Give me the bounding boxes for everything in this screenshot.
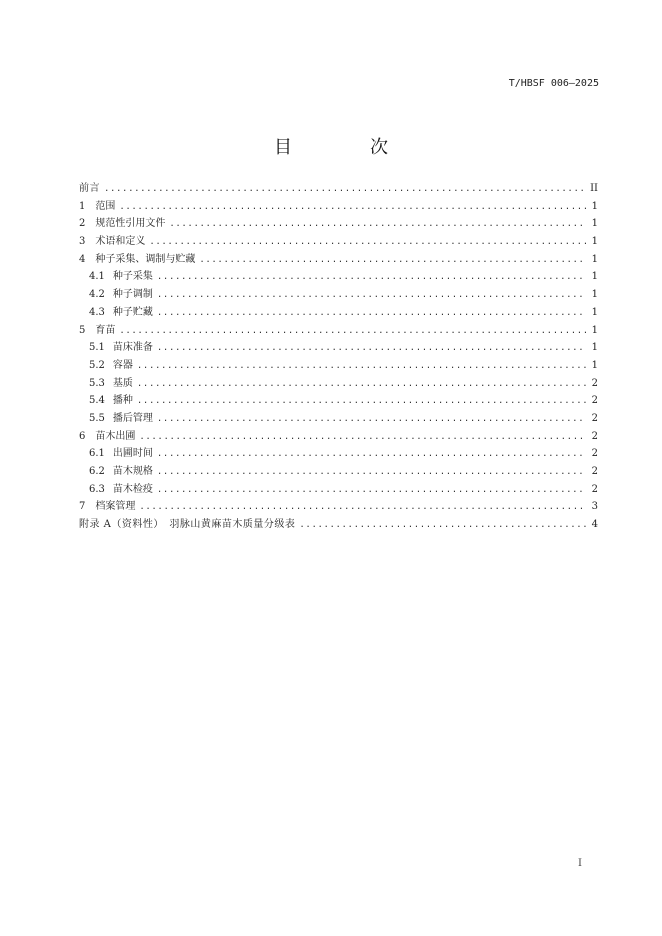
standard-code: T/HBSF 006—2025 bbox=[508, 78, 599, 89]
dot-leader bbox=[119, 323, 586, 340]
toc-entry-label: 种子调制 bbox=[112, 289, 153, 301]
dot-leader bbox=[119, 199, 586, 216]
toc-entry-page: 1 bbox=[591, 324, 598, 336]
toc-entry-number: 5.3 bbox=[89, 377, 105, 389]
toc-entry[interactable] bbox=[79, 481, 598, 499]
toc-entry-label: 苗木检疫 bbox=[112, 483, 153, 495]
toc-entry[interactable] bbox=[79, 410, 598, 428]
dot-leader bbox=[157, 340, 586, 357]
toc-entry-page: 2 bbox=[591, 395, 598, 407]
dot-leader bbox=[104, 181, 586, 198]
toc-entry-page: 1 bbox=[591, 342, 598, 354]
toc-entry-label: 附录 A（资料性） 羽脉山黄麻苗木质量分级表 bbox=[79, 519, 296, 531]
toc-entry-page: 1 bbox=[591, 289, 598, 301]
toc-entry-page: 2 bbox=[591, 448, 598, 460]
toc-entry-page: 2 bbox=[591, 466, 598, 477]
dot-leader bbox=[137, 358, 586, 375]
toc-entry-number: 6.1 bbox=[89, 448, 105, 460]
toc-entry-label: 种子采集 bbox=[112, 271, 153, 283]
dot-leader bbox=[169, 216, 586, 233]
dot-leader bbox=[157, 464, 586, 481]
toc-entry-label: 苗木出圃 bbox=[95, 430, 136, 442]
toc-entry[interactable] bbox=[79, 428, 598, 446]
toc-entry[interactable] bbox=[79, 233, 598, 251]
toc-entry-number: 6.2 bbox=[89, 466, 105, 477]
toc-entry-number: 6 bbox=[79, 430, 86, 442]
toc-entry-page: 1 bbox=[591, 200, 598, 212]
toc-entry[interactable] bbox=[79, 339, 598, 357]
toc-entry-label: 规范性引用文件 bbox=[95, 218, 166, 230]
toc-entry[interactable] bbox=[79, 375, 598, 393]
toc-entry-label: 档案管理 bbox=[95, 501, 136, 513]
toc-entry-label: 基质 bbox=[112, 377, 133, 389]
toc-entry-page: 1 bbox=[591, 306, 598, 318]
toc-entry[interactable] bbox=[79, 286, 598, 304]
toc-entry-page: 1 bbox=[591, 236, 598, 248]
toc-entry-page: 1 bbox=[591, 271, 598, 283]
toc-entry-number: 4.3 bbox=[89, 306, 105, 318]
toc-entry-number: 4.1 bbox=[89, 271, 105, 283]
toc-entry-page: 1 bbox=[591, 359, 598, 371]
toc-entry-page: 3 bbox=[591, 501, 598, 513]
toc-entry-number: 4 bbox=[79, 253, 86, 265]
toc-entry[interactable] bbox=[79, 215, 598, 233]
toc-entry[interactable] bbox=[79, 357, 598, 375]
dot-leader bbox=[139, 429, 586, 446]
dot-leader bbox=[137, 393, 586, 410]
dot-leader bbox=[149, 234, 586, 251]
toc-entry[interactable] bbox=[79, 498, 598, 516]
toc-entry-page: 2 bbox=[591, 430, 598, 442]
page-number: I bbox=[578, 858, 582, 869]
toc-entry-number: 4.2 bbox=[89, 289, 105, 301]
toc-entry-label: 种子采集、调制与贮藏 bbox=[95, 253, 196, 265]
toc-entry-label: 播种 bbox=[112, 395, 133, 407]
dot-leader bbox=[157, 305, 586, 322]
toc-entry-label: 出圃时间 bbox=[112, 448, 153, 460]
toc-entry-label: 前言 bbox=[79, 183, 100, 194]
toc-entry-page: 1 bbox=[591, 253, 598, 265]
toc-entry[interactable] bbox=[79, 445, 598, 463]
toc-entry-label: 容器 bbox=[112, 359, 133, 371]
toc-entry[interactable] bbox=[79, 322, 598, 340]
toc-entry[interactable] bbox=[79, 392, 598, 410]
toc-entry-number: 2 bbox=[79, 218, 86, 230]
dot-leader bbox=[157, 482, 586, 499]
toc-entry-number: 5.2 bbox=[89, 359, 105, 371]
toc-entry-label: 苗床准备 bbox=[112, 342, 153, 354]
table-of-contents bbox=[79, 180, 598, 534]
toc-entry-label: 播后管理 bbox=[112, 412, 153, 424]
toc-entry[interactable] bbox=[79, 516, 598, 534]
toc-entry-label: 苗木规格 bbox=[112, 466, 153, 477]
page-title: 目 次 bbox=[274, 137, 418, 158]
toc-entry-number: 5.1 bbox=[89, 342, 105, 354]
toc-entry-page: 1 bbox=[591, 218, 598, 230]
dot-leader bbox=[139, 499, 586, 516]
dot-leader bbox=[157, 411, 586, 428]
toc-entry-number: 1 bbox=[79, 200, 86, 212]
toc-entry-label: 术语和定义 bbox=[95, 236, 146, 248]
toc-entry-number: 6.3 bbox=[89, 483, 105, 495]
dot-leader bbox=[157, 446, 586, 463]
toc-entry[interactable] bbox=[79, 304, 598, 322]
toc-entry-page: 2 bbox=[591, 377, 598, 389]
toc-entry[interactable] bbox=[79, 180, 598, 198]
dot-leader bbox=[157, 269, 586, 286]
dot-leader bbox=[157, 287, 586, 304]
dot-leader bbox=[199, 252, 586, 269]
dot-leader bbox=[299, 517, 586, 534]
toc-entry[interactable] bbox=[79, 268, 598, 286]
toc-entry-number: 5 bbox=[79, 324, 86, 336]
dot-leader bbox=[137, 376, 586, 393]
toc-entry-page: 4 bbox=[591, 519, 598, 531]
toc-entry-page: II bbox=[590, 183, 598, 194]
toc-entry-page: 2 bbox=[591, 412, 598, 424]
toc-entry-label: 育苗 bbox=[95, 324, 116, 336]
toc-entry-number: 5.5 bbox=[89, 412, 105, 424]
toc-entry-number: 3 bbox=[79, 236, 86, 248]
toc-entry-label: 种子贮藏 bbox=[112, 306, 153, 318]
toc-entry[interactable] bbox=[79, 198, 598, 216]
toc-entry[interactable] bbox=[79, 463, 598, 481]
toc-entry-page: 2 bbox=[591, 483, 598, 495]
toc-entry-number: 7 bbox=[79, 501, 86, 513]
toc-entry-number: 5.4 bbox=[89, 395, 105, 407]
toc-entry-label: 范围 bbox=[95, 200, 116, 212]
toc-entry[interactable] bbox=[79, 251, 598, 269]
